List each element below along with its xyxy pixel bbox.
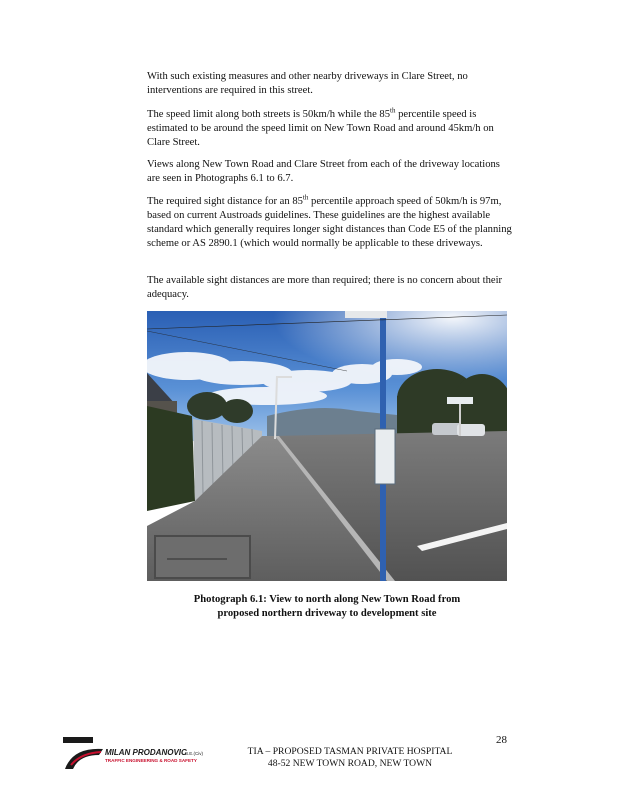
- text-fragment: percentile approach speed of 50km/h is 97m, based on current Austroads guidelines. These guidelines are the highest available standard which generally requires longer sight distances than Code E5 of the planning scheme or AS 2890.1 (which would normally be applicable to these driveways.: [147, 196, 512, 249]
- logo-suffix: B.E.(Civ): [185, 751, 203, 756]
- caption-line-2: proposed northern driveway to development site: [217, 608, 437, 619]
- superscript: th: [390, 106, 396, 115]
- bus-stop-sign: [375, 429, 395, 484]
- superscript: th: [302, 193, 309, 202]
- grate: [155, 536, 250, 578]
- photo-caption: [147, 593, 507, 621]
- footer-line-1: TIA – PROPOSED TASMAN PRIVATE HOSPITAL: [247, 746, 453, 757]
- logo-name: MILAN PRODANOVIC: [105, 748, 187, 757]
- paragraph-speed-limit: [147, 108, 512, 150]
- paragraph-views: Views along New Town Road and Clare Street from each of the driveway locations are seen in Photographs 6.1 to 6.7.: [147, 159, 500, 184]
- footer: [230, 746, 470, 770]
- hedge: [147, 406, 195, 511]
- paragraph-intervention: With such existing measures and other nearby driveways in Clare Street, no interventions are required in this street.: [147, 71, 468, 96]
- text-fragment: The required sight distance for an 85: [147, 196, 303, 207]
- text-fragment: percentile speed is estimated to be around the speed limit on New Town Road and around 45km/h on Clare Street.: [147, 109, 494, 148]
- paragraph-sight-distance: [147, 195, 512, 251]
- street-photograph: [147, 311, 507, 581]
- caption-line-1: Photograph 6.1: View to north along New Town Road from: [193, 594, 461, 605]
- page-number: 28: [496, 734, 507, 746]
- footer-line-2: 48-52 NEW TOWN ROAD, NEW TOWN: [267, 758, 433, 769]
- company-logo: [63, 735, 213, 771]
- paragraph-conclusion: The available sight distances are more than required; there is no concern about their adequacy.: [147, 275, 503, 300]
- logo-bar: [63, 737, 93, 743]
- logo-tagline: TRAFFIC ENGINEERING & ROAD SAFETY: [105, 758, 197, 763]
- direction-sign: [447, 397, 473, 404]
- text-fragment: The speed limit along both streets is 50km/h while the 85: [147, 109, 391, 120]
